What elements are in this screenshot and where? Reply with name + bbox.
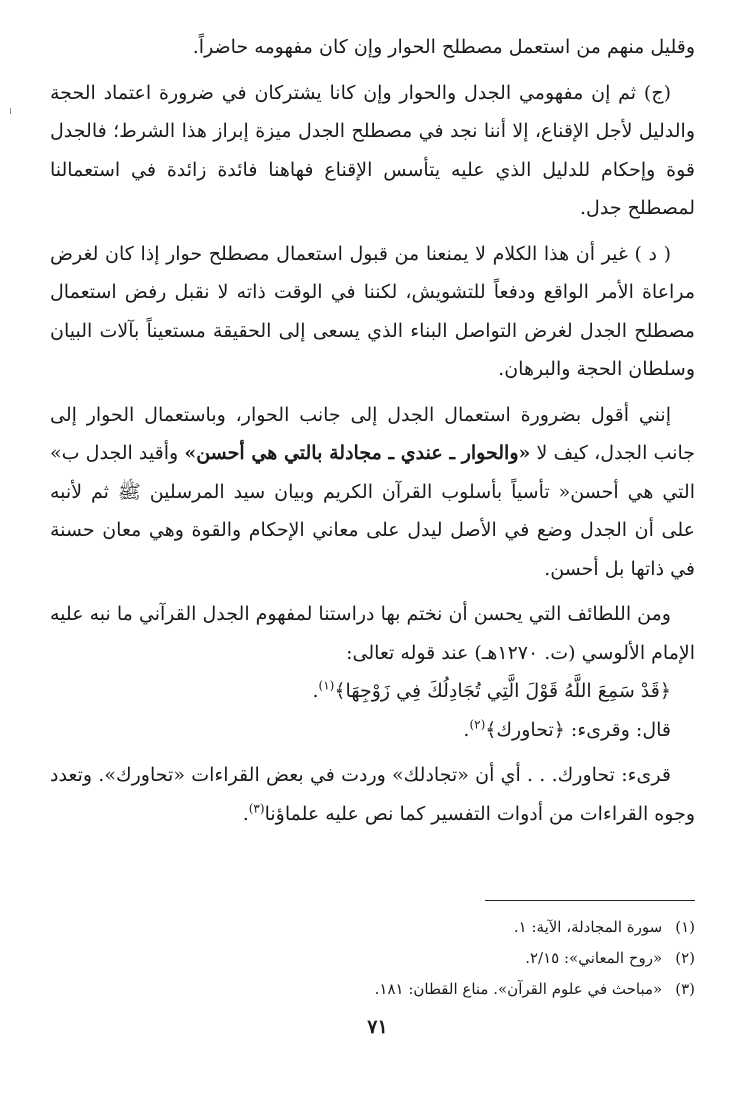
footnote-3-number: (٣) [675,980,695,998]
footnotes [115,912,695,1005]
footnote-3 [115,974,695,1005]
footnote-divider [485,900,695,901]
paragraph-4-text-b: وأقيد الجدل ب» التي هي أحسن« تأسياً بأسلوب القرآن الكريم وبيان سيد المرسلين ﷺ ثم لأنبه على أن الجدل وضع في الأصل ليدل على معاني الإحكام والقوة وهي معان حسنة في ذاتها بل أحسن. [50,442,695,580]
footnote-2-text: «روح المعاني»: ٢/١٥. [525,949,663,967]
page-number: ٧١ [367,1016,388,1038]
paragraph-2-text: (ج) ثم إن مفهومي الجدل والحوار وإن كانا يشتركان في ضرورة اعتماد الحجة والدليل لأجل الإقناع، إلا أننا نجد في مصطلح الجدل ميزة إبراز هذا الشرط؛ فالجدل قوة وإحكام للدليل الذي عليه يتأسس الإقناع فهاهنا فائدة زائدة في استعمالنا لمصطلح جدل. [50,81,695,219]
paragraph-4-text-a: إنني أقول بضرورة استعمال الجدل إلى جانب الحوار، وباستعمال الحوار إلى جانب الجدل، كيف لا [50,403,695,464]
footnote-2 [115,943,695,974]
footnote-ref-2[interactable]: (٢) [469,717,486,732]
footnote-2-number: (٢) [675,949,695,967]
paragraph-6: قرىء: تحاورك. . . أي أن «تجادلك» وردت في بعض القراءات «تحاورك». وتعدد وجوه القراءات من أدوات التفسير كما نص عليه علماؤنا$^{(٣)}$. [50,764,695,825]
paragraph-6-text: قرىء: تحاورك. . . أي أن «تجادلك» وردت في بعض القراءات «تحاورك». وتعدد وجوه القراءات من أدوات التفسير كما نص عليه علماؤنا [50,764,695,825]
paragraph-1-text: وقليل منهم من استعمل مصطلح الحوار وإن كان مفهومه حاضراً. [192,36,695,58]
paragraph-1 [50,28,695,67]
paragraph-4-bold-quote: «والحوار ـ عندي ـ مجادلة بالتي هي أحسن» [184,442,531,464]
footnote-3-text: «مباحث في علوم القرآن». مناع القطان: ١٨١. [374,980,663,998]
paragraph-3-text: ( د ) غير أن هذا الكلام لا يمنعنا من قبول استعمال مصطلح حوار إذا كان لغرض مراعاة الأمر الواقع ودفعاً للتشويش، لكننا في الوقت ذاته لا نقبل رفض استعمال مصطلح الجدل لغرض التواصل البناء الذي يسعى إلى الحقيقة مستعيناً بآلات البيان وسلطان الحجة والبرهان. [50,242,695,380]
paragraph-5-text: ومن اللطائف التي يحسن أن نختم بها دراستنا لمفهوم الجدل القرآني ما نبه عليه الإمام الألوسي (ت. ١٢٧٠هـ) عند قوله تعالى: [50,603,695,664]
footnote-ref-3[interactable]: (٣) [248,801,265,816]
paragraph-4 [50,396,695,589]
footnote-1 [115,912,695,943]
footnote-1-number: (١) [675,918,695,936]
margin-mark [10,108,11,114]
quran-verse: ﴿قَدْ سَمِعَ اللَّهُ قَوْلَ الَّتِي تُجَادِلُكَ فِي زَوْجِهَا﴾$^{(١)}$. [312,678,671,702]
paragraph-3 [50,235,695,389]
paragraph-2 [50,74,695,228]
page-body [50,28,695,833]
footnote-1-text: سورة المجادلة، الآية: ١. [513,918,663,936]
paragraph-5 [50,595,695,672]
qala-line: قال: وقرىء: ﴿تحاورك﴾$^{(٢)}$. [463,717,671,741]
qala-text: قال: وقرىء: ﴿تحاورك﴾ [485,718,671,741]
verse-text: ﴿قَدْ سَمِعَ اللَّهُ قَوْلَ الَّتِي تُجَادِلُكَ فِي زَوْجِهَا﴾ [334,680,671,702]
footnote-ref-1[interactable]: (١) [318,678,335,693]
